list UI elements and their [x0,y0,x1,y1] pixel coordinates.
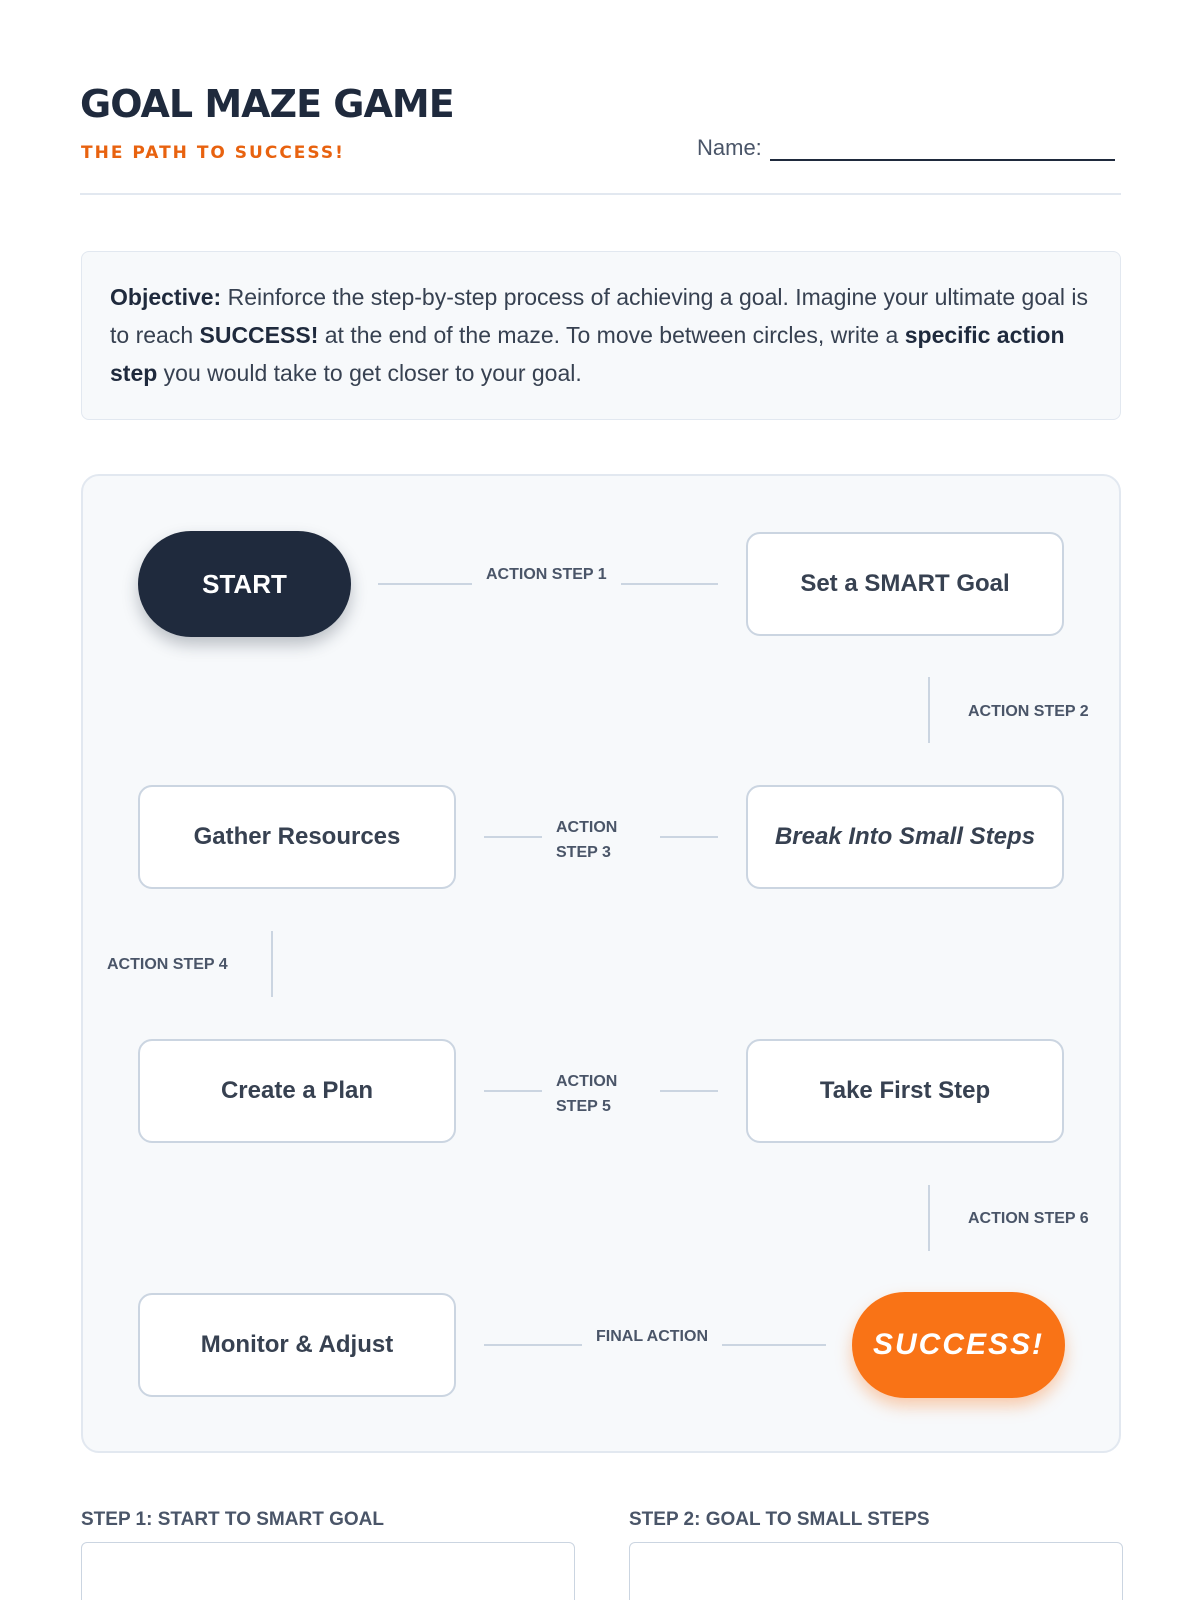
step-1-response-label: STEP 1: START TO SMART GOAL [81,1509,384,1530]
name-field [697,135,1115,161]
objective-label: Objective: [110,284,222,310]
node-smart-goal: Set a SMART Goal [746,532,1064,636]
page-title: GOAL MAZE GAME [80,82,454,126]
action-step-3-line-2: STEP 3 [556,844,611,861]
action-step-3-line-1: ACTION [556,819,618,836]
header-divider [80,193,1121,195]
action-step-5-label [542,1069,660,1119]
objective-text-3: you would take to get closer to your goal. [157,360,582,386]
action-step-4-label: ACTION STEP 4 [93,952,242,977]
connector-step-2 [928,677,930,743]
objective-emphasis: specific action step [110,322,1065,386]
action-step-6-label: ACTION STEP 6 [954,1206,1103,1231]
step-1-response-box[interactable] [81,1542,575,1600]
step-2-response-box[interactable] [629,1542,1123,1600]
name-input-line[interactable] [770,139,1115,161]
node-create-plan: Create a Plan [138,1039,456,1143]
node-monitor-adjust: Monitor & Adjust [138,1293,456,1397]
node-take-first-step: Take First Step [746,1039,1064,1143]
action-step-5-line-1: ACTION [556,1073,618,1090]
objective-success-word: SUCCESS! [199,322,319,348]
action-step-2-label: ACTION STEP 2 [954,699,1103,724]
objective-text-2: at the end of the maze. To move between circles, write a [318,322,905,348]
final-action-label: FINAL ACTION [582,1324,722,1349]
action-step-5-line-2: STEP 5 [556,1098,611,1115]
node-gather-resources: Gather Resources [138,785,456,889]
connector-step-6 [928,1185,930,1251]
page-subtitle: THE PATH TO SUCCESS! [81,143,345,163]
name-label: Name: [697,135,762,160]
action-step-1-label: ACTION STEP 1 [472,562,621,587]
step-2-response-label: STEP 2: GOAL TO SMALL STEPS [629,1509,930,1530]
objective-text-1: Reinforce the step-by-step process of achieving a goal. Imagine your ultimate goal is to reach [110,284,1089,348]
node-small-steps: Break Into Small Steps [746,785,1064,889]
action-step-3-label [542,815,660,865]
objective-box [81,251,1121,420]
connector-step-4 [271,931,273,997]
start-node: START [138,531,351,637]
success-node: SUCCESS! [852,1292,1065,1398]
